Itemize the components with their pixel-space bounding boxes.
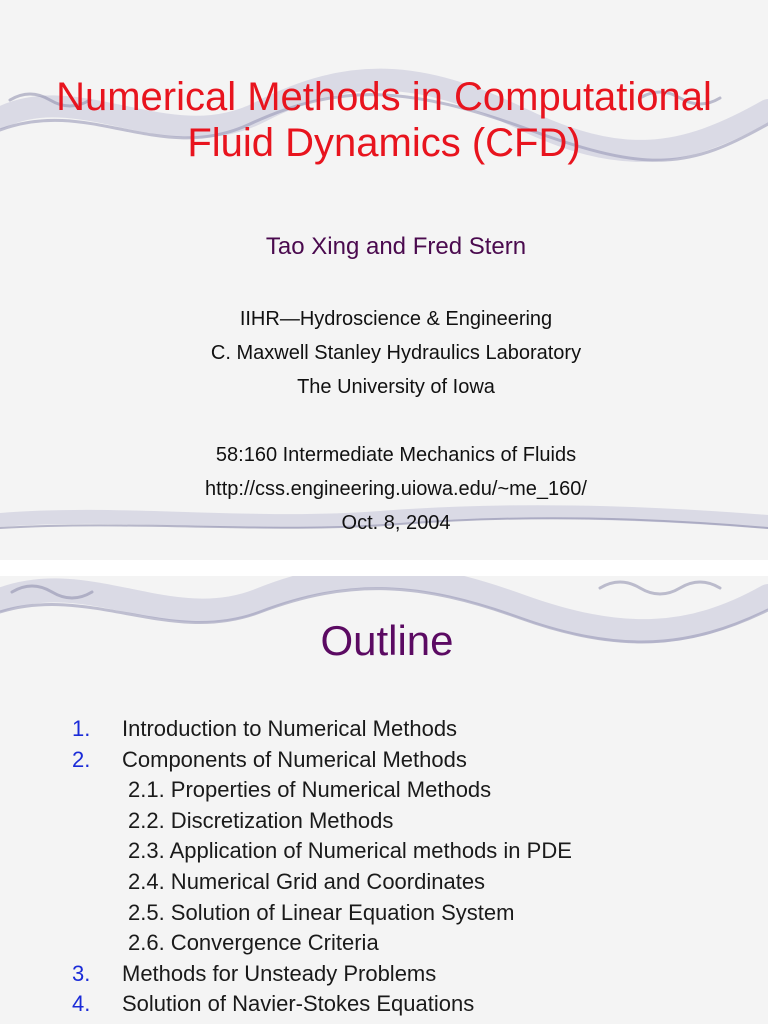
outline-list — [0, 714, 768, 1020]
course-info — [0, 438, 768, 540]
list-subitem — [0, 928, 768, 959]
list-subitem — [0, 867, 768, 898]
item-number: 1. — [72, 716, 91, 741]
item-number: 3. — [72, 960, 91, 986]
list-item — [0, 745, 768, 776]
item-label: Methods for Unsteady Problems — [122, 960, 437, 986]
course-url: http://css.engineering.uiowa.edu/~me_160/ — [205, 478, 587, 500]
subitem-label: 2.1. Properties of Numerical Methods — [128, 777, 492, 803]
affiliation-line-1: IIHR—Hydroscience & Engineering — [239, 308, 553, 330]
affiliation-line-2: C. Maxwell Stanley Hydraulics Laboratory — [210, 342, 582, 364]
item-label: Solution of Navier-Stokes Equations — [122, 991, 475, 1017]
list-subitem — [0, 806, 768, 837]
subitem-label: 2.3. Application of Numerical methods in PDE — [128, 838, 572, 864]
slide-separator — [0, 560, 768, 576]
item-number: 4. — [72, 991, 91, 1017]
item-number: 2. — [72, 746, 91, 772]
subitem-label: 2.2. Discretization Methods — [128, 807, 394, 833]
slide-title — [0, 74, 768, 166]
list-item — [0, 714, 768, 745]
list-item — [0, 959, 768, 990]
course-name: 58:160 Intermediate Mechanics of Fluids — [215, 444, 577, 466]
list-subitem — [0, 898, 768, 929]
affiliation-line-3: The University of Iowa — [297, 376, 495, 398]
date: Oct. 8, 2004 — [341, 512, 451, 534]
list-subitem — [0, 836, 768, 867]
list-item — [0, 989, 768, 1020]
slide-title-line-1: Numerical Methods in Computational — [56, 75, 712, 119]
subitem-label: 2.4. Numerical Grid and Coordinates — [128, 868, 486, 894]
item-label: Introduction to Numerical Methods — [122, 716, 458, 741]
slide-title-line-2: Fluid Dynamics (CFD) — [187, 121, 581, 165]
affiliation — [0, 302, 768, 404]
item-label: Components of Numerical Methods — [122, 746, 467, 772]
outline-title: Outline — [320, 617, 454, 664]
list-subitem — [0, 775, 768, 806]
authors: Tao Xing and Fred Stern — [265, 233, 527, 260]
subitem-label: 2.6. Convergence Criteria — [128, 930, 379, 956]
subitem-label: 2.5. Solution of Linear Equation System — [128, 899, 515, 925]
